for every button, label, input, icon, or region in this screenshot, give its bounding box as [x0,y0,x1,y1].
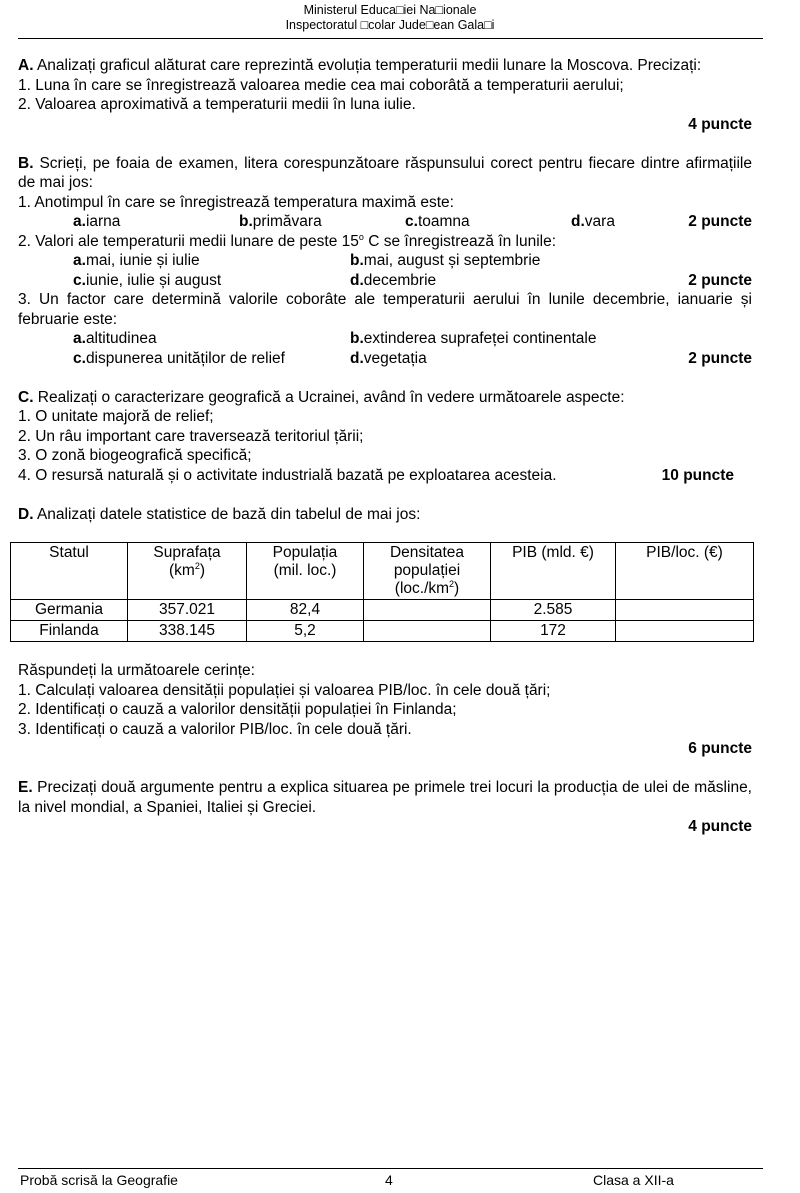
table-cell: 357.021 [128,600,247,621]
table-cell: Germania [11,600,128,621]
section-e-text: E. Precizați două argumente pentru a explica situarea pe primele trei locuri la producția de ulei de măsline, la nivel mondial, a Spaniei, Italiei și Greciei. [18,779,752,816]
section-e-points: 4 puncte [688,818,752,835]
table-cell [616,600,754,621]
option-c: c.toamna [405,213,470,230]
table-cell [364,621,491,642]
section-e [18,778,752,837]
section-d-intro: D. Analizați datele statistice de bază din tabelul de mai jos: [18,505,421,523]
table-cell: Finlanda [11,621,128,642]
table-row [11,621,754,642]
header-cell: PIB (mld. €) [491,543,616,600]
table-row [11,600,754,621]
header-cell: Suprafața $(km^2)$ [128,543,247,600]
header-cell: Statul [11,543,128,600]
option-a: a.mai, iunie și iulie [73,252,200,269]
section-c-points: 10 puncte [661,466,734,484]
table-cell [616,621,754,642]
question-2: 2. Valori ale temperaturii medii lunare de peste 15$^o$ C se înregistrează în lunile: [18,231,557,250]
option-c: c.dispunerea unităților de relief [73,349,285,367]
table-cell [364,600,491,621]
header-cell: PIB/loc. (€) [616,543,754,600]
question-1-options [18,212,752,232]
section-c-item-last: 4. O resursă naturală și o activitate industrială bazată pe exploatarea acesteia. 10 puncte [18,466,734,484]
option-a: a.altitudinea [73,330,157,347]
inspectorate-name: Inspectoratul □colar Jude□ean Gala□i [285,18,495,32]
question-3-options-row2 [18,349,752,369]
section-d-item: 1. Calculați valoarea densității populației și valoarea PIB/loc. în cele două țări; [18,681,551,699]
section-b-letter: B. [18,154,34,172]
option-d: d.vara [571,213,615,230]
section-c-letter: C. [18,388,34,406]
section-a [18,56,752,134]
exam-content [18,56,752,837]
section-a-letter: A. [18,57,34,74]
question-3: 3. Un factor care determină valorile coborâte ale temperaturii aerului în lunile decembrie, ianuarie și februarie este: [18,291,752,328]
option-b: b.primăvara [239,213,322,230]
question-3-points: 2 puncte [688,349,752,367]
header-cell: Populația (mil. loc.) [247,543,364,600]
page-header [0,3,780,33]
section-d-item: 3. Identificați o cauză a valorilor PIB/loc. în cele două țări. [18,720,412,738]
section-d-points: 6 puncte [688,740,752,757]
section-c-item: 1. O unitate majoră de relief; [18,408,214,425]
table-cell: 2.585 [491,600,616,621]
table-cell: 5,2 [247,621,364,642]
table-cell: 338.145 [128,621,247,642]
section-c-intro: C. Realizați o caracterizare geografică a Ucrainei, având în vedere următoarele aspecte: [18,388,625,406]
footer-class: Clasa a XII-a [593,1172,674,1188]
section-c-item: 2. Un râu important care traversează teritoriul țării; [18,427,364,445]
question-1-points: 2 puncte [688,213,752,230]
section-d-requirements: Răspundeți la următoarele cerințe: [18,662,255,679]
section-c-item: 3. O zonă biogeografică specifică; [18,447,252,464]
section-c [18,388,752,486]
section-a-item: 2. Valoarea aproximativă a temperaturii medii în luna iulie. [18,96,416,113]
section-e-letter: E. [18,779,33,796]
section-a-points: 4 puncte [688,115,752,133]
section-b-intro: B. Scrieți, pe foaia de examen, litera corespunzătoare răspunsului corect pentru fiecare dintre afirmațiile de mai jos: [18,154,752,191]
option-d: d.decembrie [350,271,437,289]
section-a-item: 1. Luna în care se înregistrează valoarea medie cea mai coborâtă a temperaturii aerului; [18,76,624,94]
table-cell: 172 [491,621,616,642]
section-d-letter: D. [18,505,34,523]
table-cell: 82,4 [247,600,364,621]
section-b [18,154,752,369]
option-a: a.iarna [73,213,121,230]
question-1: 1. Anotimpul în care se înregistrează temperatura maximă este: [18,193,454,211]
question-3-options-row1 [18,329,752,349]
table-header-row [11,543,754,600]
question-2-options-row1 [18,251,752,271]
section-d [18,505,752,759]
option-d: d.vegetația [350,349,427,367]
ministry-name: Ministerul Educa□iei Na□ionale [303,3,477,17]
question-2-points: 2 puncte [688,271,752,289]
header-cell: Densitatea populației $(loc./km^2)$ [364,543,491,600]
header-divider [18,38,763,39]
statistics-table [10,542,754,642]
footer-subject: Probă scrisă la Geografie [20,1172,178,1188]
option-c: c.iunie, iulie și august [73,271,222,289]
option-b: b.extinderea suprafeței continentale [350,330,597,347]
page-number: 4 [385,1172,393,1188]
footer-divider [18,1168,763,1169]
section-d-item: 2. Identificați o cauză a valorilor densității populației în Finlanda; [18,701,457,718]
option-b: b.mai, august și septembrie [350,252,541,269]
question-2-options-row2 [18,271,752,291]
section-a-intro: A. Analizați graficul alăturat care reprezintă evoluția temperaturii medii lunare la Moscova. Precizați: [18,57,702,74]
